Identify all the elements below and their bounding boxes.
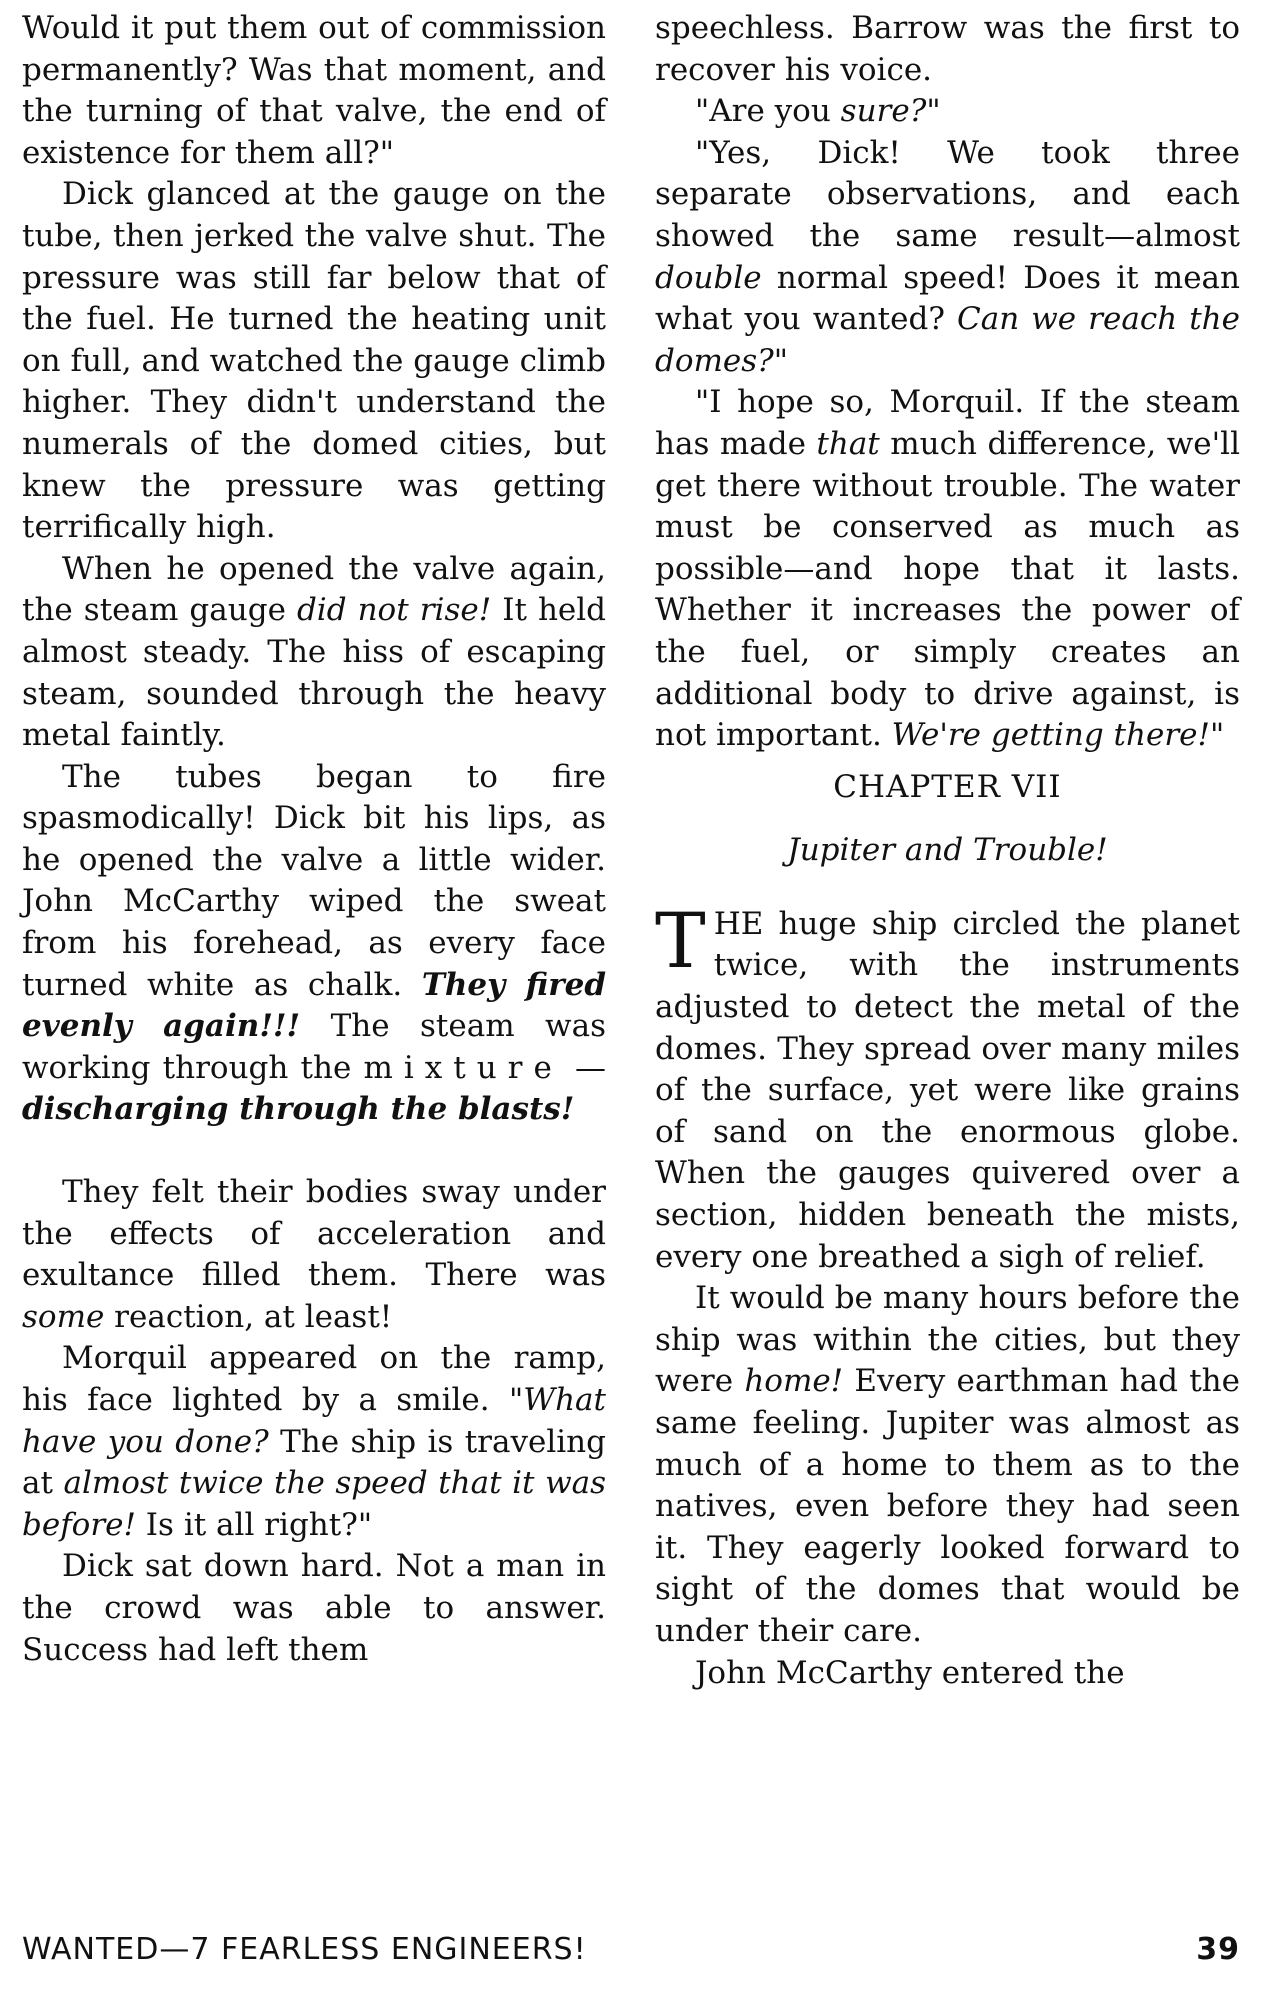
paragraph: Would it put them out of commission permanently? Was that moment, and the turning of that valve, the end of existence for them all?" <box>22 10 606 171</box>
section-gap <box>22 1131 606 1172</box>
chapter-heading: CHAPTER VII <box>833 768 1062 805</box>
paragraph: Dick glanced at the gauge on the tube, then jerked the valve shut. The pressure was still far below that of the fuel. He turned the heating unit on full, and watched the gauge climb higher. They didn't understand the numerals of the domed cities, but knew the pressure was getting terrifically high. <box>22 176 606 546</box>
page-number: 39 <box>1196 1932 1240 1967</box>
paragraph: speechless. Barrow was the first to recover his voice. <box>655 10 1240 88</box>
paragraph: "Yes, Dick! We took three separate observations, and each showed the same result—almost double normal speed! Does it mean what you wanted? Can we reach the domes?" <box>655 134 1240 379</box>
drop-cap: T <box>655 895 706 985</box>
paragraph: Dick sat down hard. Not a man in the crowd was able to answer. Success had left them <box>22 1548 606 1668</box>
paragraph: It would be many hours before the ship was within the cities, but they were home! Every earthman had the same feeling. Jupiter was almost as much of a home to them as to the natives, even before they had seen it. They eagerly looked forward to sight of the domes that would be under their care. <box>655 1280 1240 1649</box>
chapter-subtitle: Jupiter and Trouble! <box>787 832 1108 869</box>
right-column <box>655 8 1240 1694</box>
paragraph: The tubes began to fire spasmodically! Dick bit his lips, as he opened the valve a little wider. John McCarthy wiped the sweat from his forehead, as every face turned white as chalk. They fired evenly again!!! The steam was working through the mixture — discharging through the blasts! <box>22 758 606 1128</box>
paragraph: THE huge ship circled the planet twice, with the instruments adjusted to detect the metal of the domes. They spread over many miles of the surface, yet were like grains of sand on the enormous globe. When the gauges quivered over a section, hidden beneath the mists, every one breathed a sigh of relief. <box>655 895 1240 1275</box>
left-column <box>22 8 606 1671</box>
paragraph: "I hope so, Morquil. If the steam has made that much difference, we'll get there without trouble. The water must be conserved as much as possible—and hope that it lasts. Whether it increases the power of the fuel, or simply creates an additional body to drive against, is not important. We're getting there!" <box>655 384 1240 754</box>
paragraph: Morquil appeared on the ramp, his face lighted by a smile. "What have you done? The ship is traveling at almost twice the speed that it was before! Is it all right?" <box>22 1340 606 1543</box>
running-title: WANTED—7 FEARLESS ENGINEERS! <box>22 1932 587 1967</box>
paragraph: "Are you sure?" <box>695 93 941 130</box>
paragraph: When he opened the valve again, the steam gauge did not rise! It held almost steady. The hiss of escaping steam, sounded through the heavy metal faintly. <box>22 550 607 754</box>
paragraph: John McCarthy entered the <box>695 1654 1125 1691</box>
paragraph: They felt their bodies sway under the effects of acceleration and exultance filled them. There was some reaction, at least! <box>22 1174 606 1335</box>
